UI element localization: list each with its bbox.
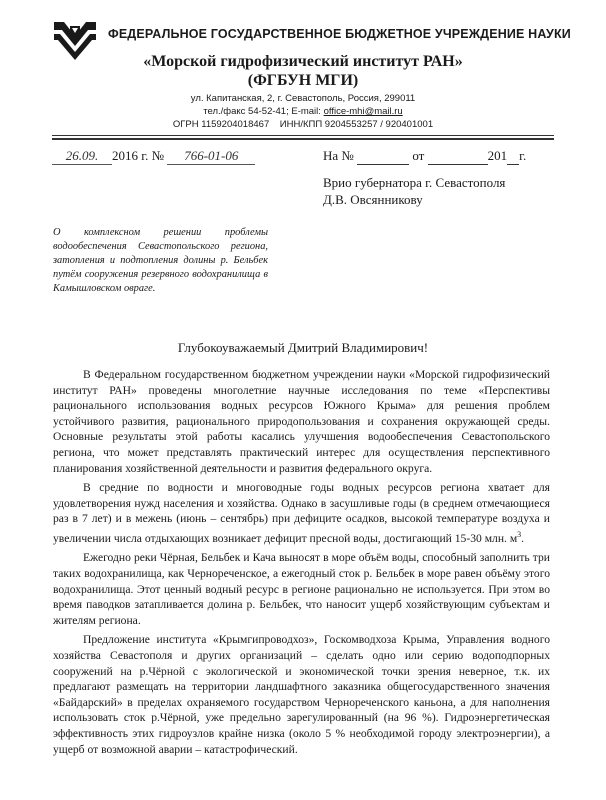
p2-text: В средние по водности и многоводные годы водных ресурсов региона хватает для удовлетворения нужд населения и хозяйства. Однако в засушливые годы (в среднем отмечающиеся раз в 7 лет) и в межень (июнь – сентябрь) при дефиците осадков, высокой температуре воздуха и увеличении числа отдыхающих возникает дефицит пресной воды, достигающий 15-30 млн. м [53,481,550,545]
handwritten-date: 26.09. [52,148,112,165]
letter-subject: О комплексном решении проблемы водообеспечения Севастопольского региона, затопления и подтопления долины р. Бельбек путём сооружения резервного водохранилища в Камышловском овраге. [53,227,268,294]
header-divider-thin [52,135,554,136]
body-paragraph-2 [53,480,550,546]
recipient-block [323,174,505,208]
p2-superscript: 3 [517,529,522,539]
body-paragraph-1: В Федеральном государственном бюджетном учреждении науки «Морской гидрофизический институт РАН» проведены многолетние научные исследования по теме «Перспективы рационального использования водных ресурсов Южного Крыма» для решения проблем устойчивого развития, рационального природопользования и сохранения окружающей среды. Основные результаты этой работы касались улучшения водообеспечения Севастопольского региона, что может представлять практический интерес для осуществления перспективного планирования хозяйственной деятельности и развития федерального округа. [53,368,550,475]
letter-body [53,367,550,757]
from-label: от [412,148,425,163]
contact-line [0,105,606,118]
p2-end: . [521,531,525,545]
g-label: г. [519,148,527,163]
institute-abbr: (ФГБУН МГИ) [247,72,359,89]
ref-label: На № [323,148,354,163]
recipient-title: Врио губернатора г. Севастополя [323,175,506,190]
ref-date-blank [428,148,488,165]
year-blank [507,148,519,165]
recipient-name: Д.В. Овсянникову [323,192,423,207]
greeting: Глубокоуважаемый Дмитрий Владимирович! [177,340,429,355]
incoming-ref-line [323,148,526,165]
ref-number-blank [357,148,409,165]
year-suffix: 201 [487,148,508,163]
handwritten-number: 766-01-06 [167,148,255,165]
outgoing-reg-line [52,148,255,165]
org-type-heading: ФЕДЕРАЛЬНОЕ ГОСУДАРСТВЕННОЕ БЮДЖЕТНОЕ УЧРЕЖДЕНИЕ НАУКИ [108,27,571,41]
institute-address: ул. Капитанская, 2, г. Севастополь, Россия, 299011 [190,93,416,104]
body-paragraph-4: Предложение института «Крымгипроводхоз», Госкомводхоза Крыма, Управления водного хозяйства Севастополя и других организаций – сделать одно или серию водоподпорных сооружений на р.Чёрной с экологической и экономической точки зрения неверное, т.к. их предлагают размещать на территории ландшафтного заказника общегосударственного значения «Байдарский» в пределах охраняемого государством Чернореченского каньона, а для наполнения использовать сток р.Чёрной, уже предельно зарегулированный (на 96 %). Гидроэнергетическая эффективность этих гидроузлов крайне низка (около 5 % необходимой городу электроэнергии), а ущерб от возможной аварии – катастрофический. [53,633,550,756]
registration-ids: ОГРН 1159204018467 ИНН/КПП 9204553257 / 920401001 [172,119,434,130]
header-divider-thick [52,138,554,140]
body-paragraph-3: Ежегодно реки Чёрная, Бельбек и Кача выносят в море объём воды, способный заполнить три таких водохранилища, как Чернореченское, а ежегодный сток р. Бельбек в море равен объёму этого водохранилища. Этот ценный водный ресурс в регионе рационально не используется. При этом во время паводков затапливается долина р. Бельбек, что наносит ущерб хозяйствующим субъектам и жителям региона. [53,551,550,627]
email-link[interactable]: office-mhi@mail.ru [323,106,403,117]
reg-year: 2016 г. № [112,148,165,163]
phone-fax: тел./факс 54-52-41; E-mail: [203,106,324,117]
institute-name: «Морской гидрофизический институт РАН» [143,53,463,70]
